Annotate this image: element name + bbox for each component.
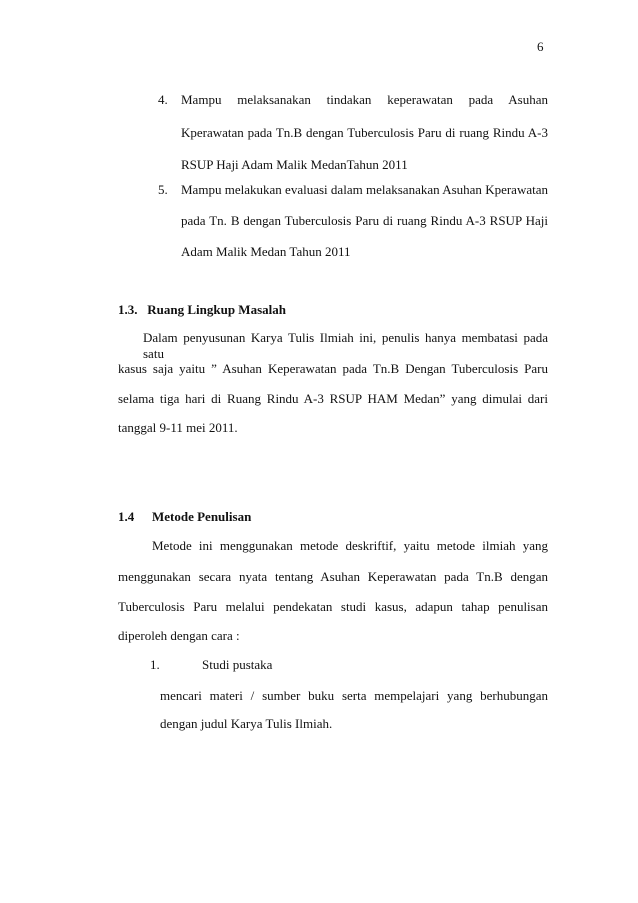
- paragraph-line: Metode ini menggunakan metode deskriftif, yaitu metode ilmiah yang: [152, 538, 548, 553]
- list-item-line: Adam Malik Medan Tahun 2011: [181, 244, 351, 259]
- list-item-line: Mampu melaksanakan tindakan keperawatan pada Asuhan: [181, 92, 548, 107]
- list-item-line: RSUP Haji Adam Malik MedanTahun 2011: [181, 157, 408, 172]
- list-item-number: 5.: [158, 182, 168, 197]
- sublist-item-number: 1.: [150, 657, 160, 672]
- paragraph-line: tanggal 9-11 mei 2011.: [118, 420, 238, 435]
- section-heading-number: 1.4: [118, 509, 135, 524]
- paragraph-line: menggunakan secara nyata tentang Asuhan Keperawatan pada Tn.B dengan: [118, 569, 548, 584]
- section-heading: 1.3. Ruang Lingkup Masalah: [118, 302, 286, 317]
- paragraph-line: Tuberculosis Paru melalui pendekatan studi kasus, adapun tahap penulisan: [118, 599, 548, 614]
- list-item-number: 4.: [158, 92, 168, 107]
- paragraph-line: selama tiga hari di Ruang Rindu A-3 RSUP HAM Medan” yang dimulai dari: [118, 391, 548, 406]
- sublist-item-line: mencari materi / sumber buku serta mempelajari yang berhubungan: [160, 688, 548, 703]
- sublist-item-title: Studi pustaka: [202, 657, 273, 672]
- list-item-line: pada Tn. B dengan Tuberculosis Paru di ruang Rindu A-3 RSUP Haji: [181, 213, 548, 228]
- page-number: 6: [537, 39, 544, 54]
- paragraph-line: Dalam penyusunan Karya Tulis Ilmiah ini, penulis hanya membatasi pada satu: [143, 330, 548, 361]
- paragraph-line: kasus saja yaitu ” Asuhan Keperawatan pada Tn.B Dengan Tuberculosis Paru: [118, 361, 548, 376]
- section-heading: Metode Penulisan: [152, 509, 252, 524]
- list-item-line: Mampu melakukan evaluasi dalam melaksanakan Asuhan Kperawatan: [181, 182, 548, 197]
- paragraph-line: diperoleh dengan cara :: [118, 628, 240, 643]
- list-item-line: Kperawatan pada Tn.B dengan Tuberculosis Paru di ruang Rindu A-3: [181, 125, 548, 140]
- sublist-item-line: dengan judul Karya Tulis Ilmiah.: [160, 716, 333, 731]
